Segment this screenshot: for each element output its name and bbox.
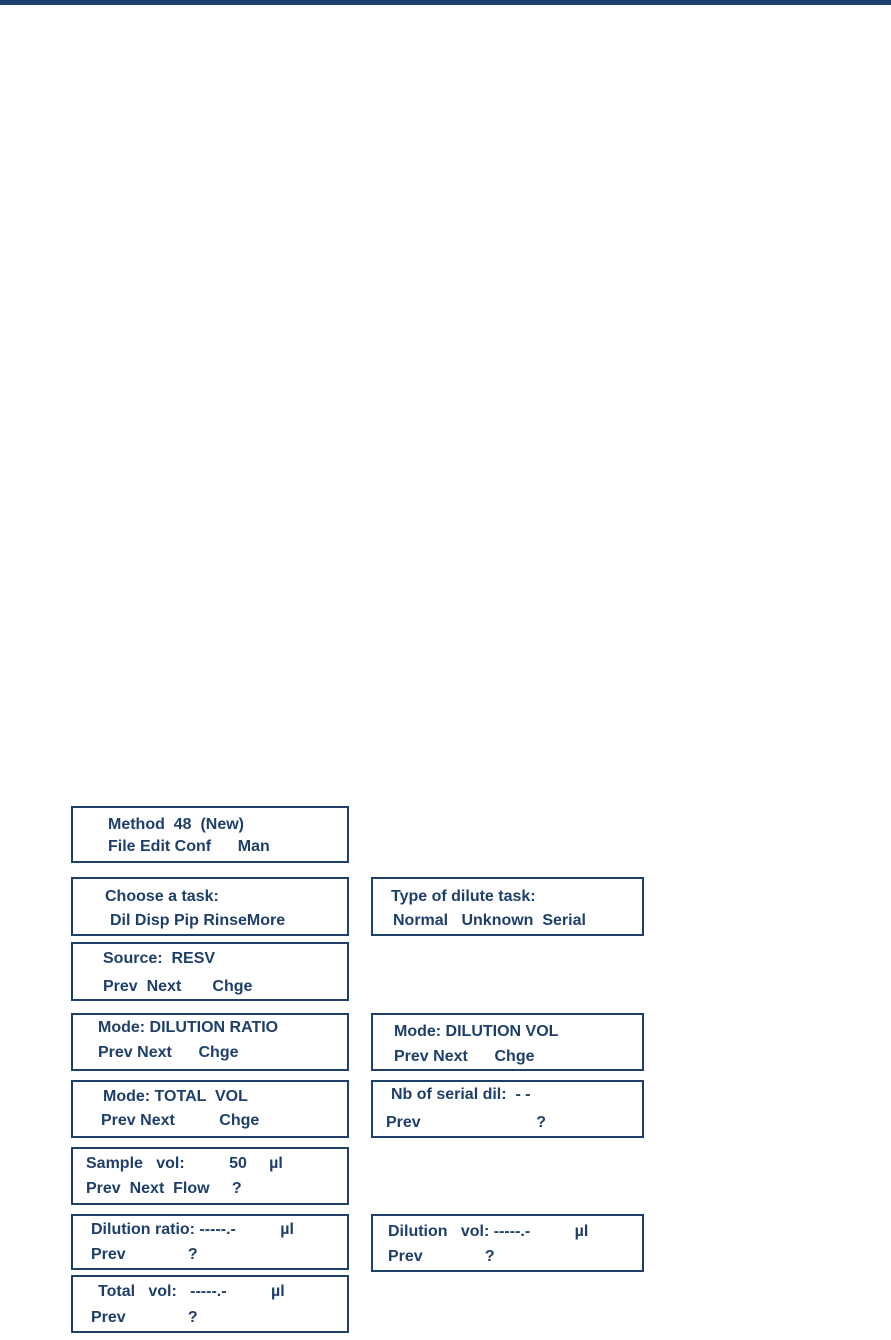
dilution-vol-panel: [371, 1214, 644, 1272]
sample-vol-panel: [71, 1147, 349, 1205]
dilute-type-options: Normal Unknown Serial: [393, 912, 586, 929]
mode-dilution-vol-panel: [371, 1013, 644, 1071]
dilution-ratio-value: Dilution ratio: -----.- µl: [91, 1221, 294, 1238]
dilution-ratio-menu: Prev ?: [91, 1246, 198, 1263]
method-menu: File Edit Conf Man: [108, 838, 270, 855]
mode-dilution-ratio-panel: [71, 1013, 349, 1071]
nb-serial-panel: [371, 1080, 644, 1138]
nb-serial-menu: Prev ?: [386, 1114, 547, 1131]
header-rule: [0, 0, 891, 5]
total-vol-value: Total vol: -----.- µl: [98, 1283, 285, 1300]
method-panel: [71, 806, 349, 863]
source-menu: Prev Next Chge: [103, 978, 253, 995]
dilute-type-panel: [371, 877, 644, 936]
mode-total-vol-panel: [71, 1080, 349, 1138]
nb-serial-value: Nb of serial dil: - -: [391, 1086, 531, 1103]
dilute-type-prompt: Type of dilute task:: [391, 888, 536, 905]
dilution-vol-value: Dilution vol: -----.- µl: [388, 1223, 589, 1240]
mode-total-vol-menu: Prev Next Chge: [101, 1112, 260, 1129]
mode-dilution-ratio-title: Mode: DILUTION RATIO: [98, 1019, 279, 1036]
sample-vol-menu: Prev Next Flow ?: [86, 1180, 242, 1197]
choose-task-panel: [71, 877, 349, 936]
sample-vol-value: Sample vol: 50 µl: [86, 1155, 283, 1172]
mode-dilution-vol-title: Mode: DILUTION VOL: [394, 1023, 559, 1040]
choose-task-options: Dil Disp Pip RinseMore: [110, 912, 286, 929]
mode-dilution-ratio-menu: Prev Next Chge: [98, 1044, 239, 1061]
total-vol-panel: [71, 1275, 349, 1333]
mode-total-vol-title: Mode: TOTAL VOL: [103, 1088, 248, 1105]
dilution-ratio-panel: [71, 1214, 349, 1270]
mode-dilution-vol-menu: Prev Next Chge: [394, 1048, 535, 1065]
method-title: Method 48 (New): [108, 816, 245, 833]
source-panel: [71, 942, 349, 1001]
choose-task-prompt: Choose a task:: [105, 888, 219, 905]
total-vol-menu: Prev ?: [91, 1309, 198, 1326]
dilution-vol-menu: Prev ?: [388, 1248, 495, 1265]
source-value: Source: RESV: [103, 950, 216, 967]
